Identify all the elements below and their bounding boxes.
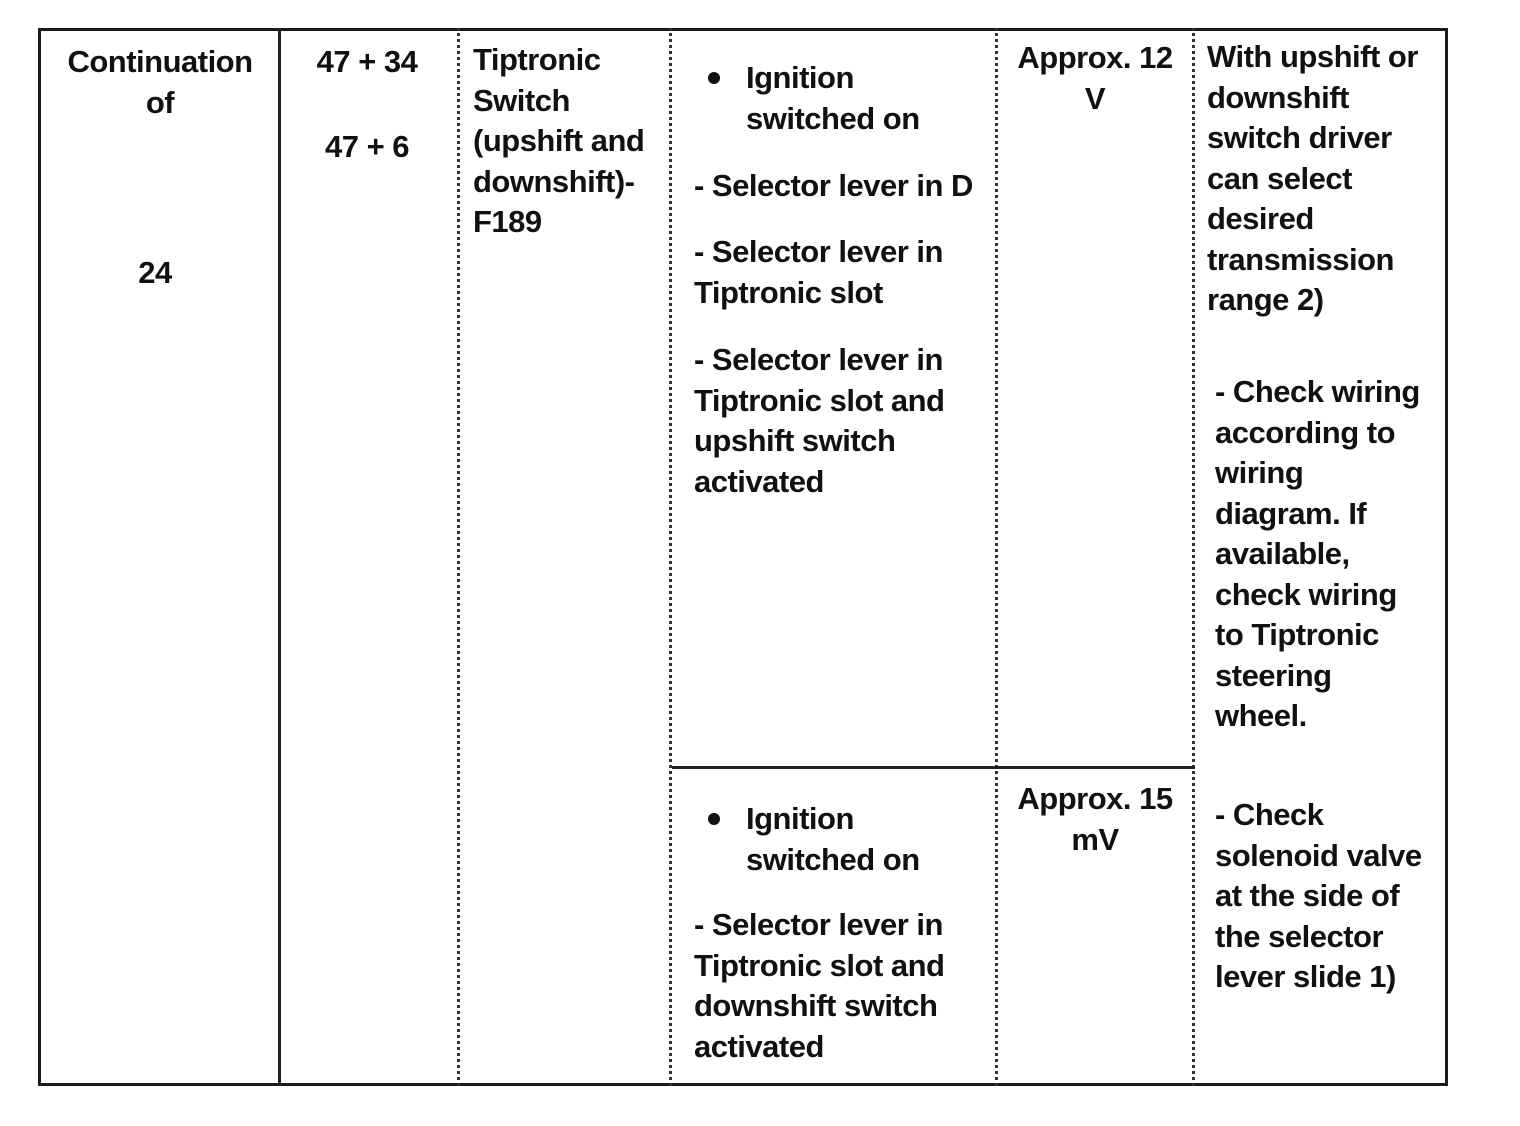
section-number: 24 <box>138 255 172 290</box>
specified-value-upshift: Approx. 12 V <box>1017 40 1173 116</box>
bullet-icon <box>708 813 720 825</box>
remark-note: With upshift or downshift switch driver can select desired transmission range 2) <box>1207 39 1418 317</box>
row-divider <box>672 766 1195 769</box>
condition-bullet-item <box>708 58 920 139</box>
continuation-label: Continuation of <box>67 44 253 120</box>
specified-value-downshift: Approx. 15 mV <box>1017 781 1173 857</box>
column-divider <box>457 28 460 1086</box>
column-divider <box>669 28 672 1086</box>
pin-pair-upshift: 47 + 34 <box>316 44 418 79</box>
column-divider <box>1192 28 1195 1086</box>
remark-check-wiring: - Check wiring according to wiring diagram. If available, check wiring to Tiptronic steering wheel. <box>1215 374 1420 733</box>
condition-downshift-activated: - Selector lever in Tiptronic slot and downshift switch activated <box>694 907 945 1064</box>
condition-ignition-on: Ignition switched on <box>746 60 920 136</box>
condition-upshift-activated: - Selector lever in Tiptronic slot and upshift switch activated <box>694 342 945 499</box>
condition-selector-d: - Selector lever in D <box>694 168 973 203</box>
column-divider <box>995 28 998 1086</box>
pin-pair-downshift: 47 + 6 <box>324 129 410 164</box>
bullet-icon <box>708 72 720 84</box>
condition-bullet-item <box>708 799 920 880</box>
condition-ignition-on: Ignition switched on <box>746 801 920 877</box>
condition-tiptronic-slot: - Selector lever in Tiptronic slot <box>694 234 943 310</box>
component-name: Tiptronic Switch (upshift and downshift)- F189 <box>473 42 645 239</box>
remark-check-solenoid: - Check solenoid valve at the side of the selector lever slide 1) <box>1215 797 1422 994</box>
column-divider <box>278 28 281 1086</box>
